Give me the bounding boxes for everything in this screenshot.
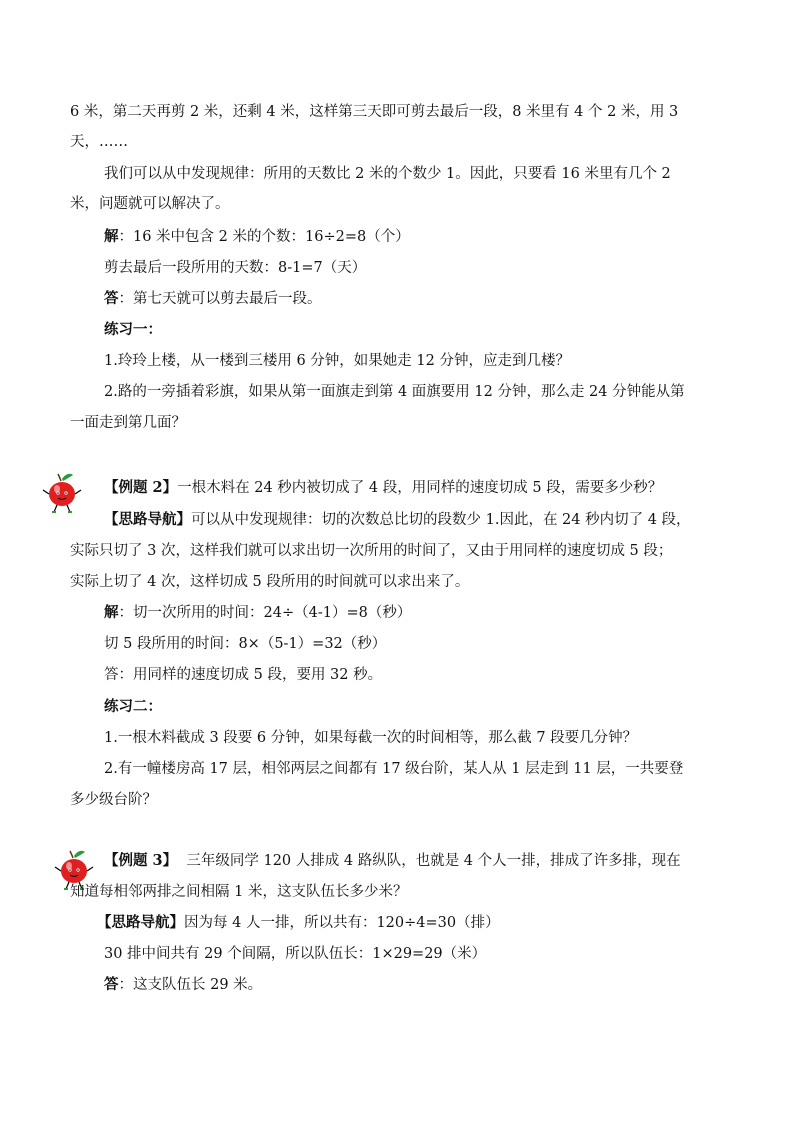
paragraph-line: 米，问题就可以解决了。 [70, 196, 230, 212]
guide-line: 30 排中间共有 29 个间隔，所以队伍长：1×29=29（米） [104, 946, 487, 962]
guide-line [104, 510, 691, 530]
solution-line [104, 227, 410, 247]
answer-label: 答 [104, 290, 119, 307]
paragraph-line: 天，…… [70, 134, 128, 150]
answer-text: ：第七天就可以剪去最后一段。 [118, 291, 322, 307]
exercise-question: 1.一根木料截成 3 段要 6 分钟，如果每截一次的时间相等，那么截 7 段要几分钟？ [104, 730, 638, 746]
example-tag: 【例题 3】 [104, 852, 178, 869]
solution-text: ：切一次所用的时间：24÷（4-1）=8（秒） [118, 605, 412, 621]
solution-line: 切 5 段所用的时间：8×（5-1）=32（秒） [104, 636, 387, 652]
exercise-question: 1.玲玲上楼，从一楼到三楼用 6 分钟，如果她走 12 分钟，应走到几楼？ [104, 353, 570, 369]
answer-line: 答：用同样的速度切成 5 段，要用 32 秒。 [104, 667, 383, 683]
guide-line: 实际只切了 3 次，这样我们就可以求出切一次所用的时间了，又由于用同样的速度切成 5 段； [70, 543, 673, 559]
example-line [104, 851, 681, 871]
answer-text: ：这支队伍长 29 米。 [118, 977, 263, 993]
solution-line [104, 603, 411, 623]
guide-tag: 【思路导航】 [104, 511, 191, 528]
solution-line: 剪去最后一段所用的天数：8-1=7（天） [104, 260, 367, 276]
example-tag: 【例题 2】 [104, 479, 178, 496]
exercise-title: 练习一： [104, 321, 162, 338]
exercise-question: 2.路的一旁插着彩旗，如果从第一面旗走到第 4 面旗要用 12 分钟，那么走 24 分钟能从第 [104, 384, 685, 400]
solution-label: 解 [104, 228, 119, 245]
guide-line [97, 913, 500, 933]
answer-line [104, 975, 262, 995]
guide-text: 可以从中发现规律：切的次数总比切的段数少 1.因此，在 24 秒内切了 4 段， [191, 512, 691, 528]
paragraph-line: 6 米，第二天再剪 2 米，还剩 4 米，这样第三天即可剪去最后一段，8 米里有 4 个 2 米，用 3 [70, 104, 679, 120]
guide-text: 因为每 4 人一排，所以共有：120÷4=30（排） [184, 915, 500, 931]
answer-label: 答 [104, 976, 119, 993]
guide-tag: 【思路导航】 [97, 914, 184, 931]
exercise-title: 练习二： [104, 698, 162, 715]
solution-text: ：16 米中包含 2 米的个数：16÷2=8（个） [118, 229, 410, 245]
solution-label: 解 [104, 604, 119, 621]
answer-line [104, 289, 322, 309]
exercise-question: 多少级台阶？ [70, 792, 157, 808]
example-line [104, 478, 662, 498]
exercise-question: 2.有一幢楼房高 17 层，相邻两层之间都有 17 级台阶，某人从 1 层走到 11 层，一共要登 [104, 761, 684, 777]
guide-line: 实际上切了 4 次，这样切成 5 段所用的时间就可以求出来了。 [70, 574, 470, 590]
exercise-question: 一面走到第几面？ [70, 415, 186, 431]
example-text: 三年级同学 120 人排成 4 路纵队，也就是 4 个人一排，排成了许多排，现在 [186, 853, 681, 869]
paragraph-line: 我们可以从中发现规律：所用的天数比 2 米的个数少 1。因此，只要看 16 米里有几个 2 [104, 166, 671, 182]
example-line: 知道每相邻两排之间相隔 1 米，这支队伍长多少米？ [70, 884, 408, 900]
apple-mascot-icon [40, 470, 84, 514]
example-text: 一根木料在 24 秒内被切成了 4 段，用同样的速度切成 5 段，需要多少秒？ [177, 480, 663, 496]
